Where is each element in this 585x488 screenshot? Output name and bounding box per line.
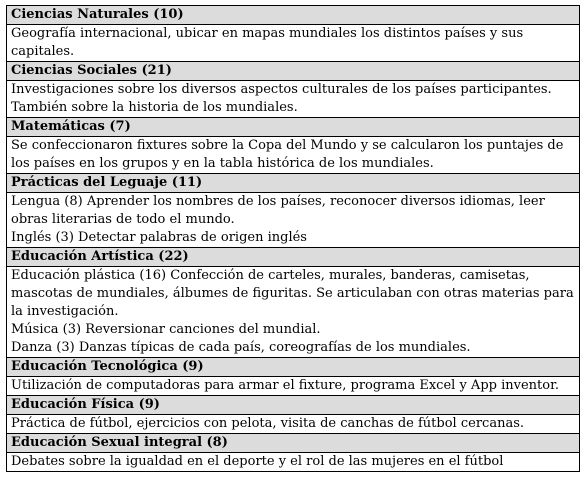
section-description	[7, 267, 580, 358]
section-body-row	[7, 81, 580, 118]
section-title: Educación Sexual integral (8)	[7, 434, 580, 453]
description-line: Se confeccionaron fixtures sobre la Copa del Mundo y se calcularon los puntajes de los países en los grupos y en la tabla histórica de los mundiales.	[11, 138, 564, 171]
section-title: Educación Artística (22)	[7, 248, 580, 267]
section-description	[7, 193, 580, 248]
section-title: Ciencias Sociales (21)	[7, 62, 580, 81]
section-title: Educación Tecnológica (9)	[7, 358, 580, 377]
description-line: Práctica de fútbol, ejercicios con pelota, visita de canchas de fútbol cercanas.	[11, 416, 524, 431]
section-header-row	[7, 174, 580, 193]
description-line: Geografía internacional, ubicar en mapas mundiales los distintos países y sus capitales.	[11, 26, 524, 59]
section-title: Educación Física (9)	[7, 396, 580, 415]
section-body-row	[7, 25, 580, 62]
section-body-row	[7, 415, 580, 434]
section-description	[7, 415, 580, 434]
section-description	[7, 453, 580, 472]
description-line: Música (3) Reversionar canciones del mundial.	[11, 322, 321, 337]
subjects-table	[6, 5, 580, 472]
section-body-row	[7, 267, 580, 358]
section-description	[7, 25, 580, 62]
section-description	[7, 377, 580, 396]
description-line: Danza (3) Danzas típicas de cada país, coreografías de los mundiales.	[11, 340, 471, 355]
section-body-row	[7, 137, 580, 174]
description-line: Utilización de computadoras para armar el fixture, programa Excel y App inventor.	[11, 378, 559, 393]
description-line: Investigaciones sobre los diversos aspectos culturales de los países participantes. También sobre la historia de los mundiales.	[11, 82, 552, 115]
section-description	[7, 81, 580, 118]
section-body-row	[7, 453, 580, 472]
section-title: Matemáticas (7)	[7, 118, 580, 137]
section-header-row	[7, 118, 580, 137]
section-header-row	[7, 434, 580, 453]
description-line: Educación plástica (16) Confección de carteles, murales, banderas, camisetas, mascotas de mundiales, álbumes de figuritas. Se articulaban con otras materias para la investigación.	[11, 268, 574, 319]
section-header-row	[7, 396, 580, 415]
section-header-row	[7, 6, 580, 25]
section-body-row	[7, 377, 580, 396]
section-header-row	[7, 62, 580, 81]
section-title: Prácticas del Leguaje (11)	[7, 174, 580, 193]
section-body-row	[7, 193, 580, 248]
section-header-row	[7, 358, 580, 377]
description-line: Debates sobre la igualdad en el deporte y el rol de las mujeres en el fútbol	[11, 454, 504, 469]
section-title: Ciencias Naturales (10)	[7, 6, 580, 25]
section-description	[7, 137, 580, 174]
section-header-row	[7, 248, 580, 267]
description-line: Inglés (3) Detectar palabras de origen inglés	[11, 230, 307, 245]
description-line: Lengua (8) Aprender los nombres de los países, reconocer diversos idiomas, leer obras literarias de todo el mundo.	[11, 194, 545, 227]
